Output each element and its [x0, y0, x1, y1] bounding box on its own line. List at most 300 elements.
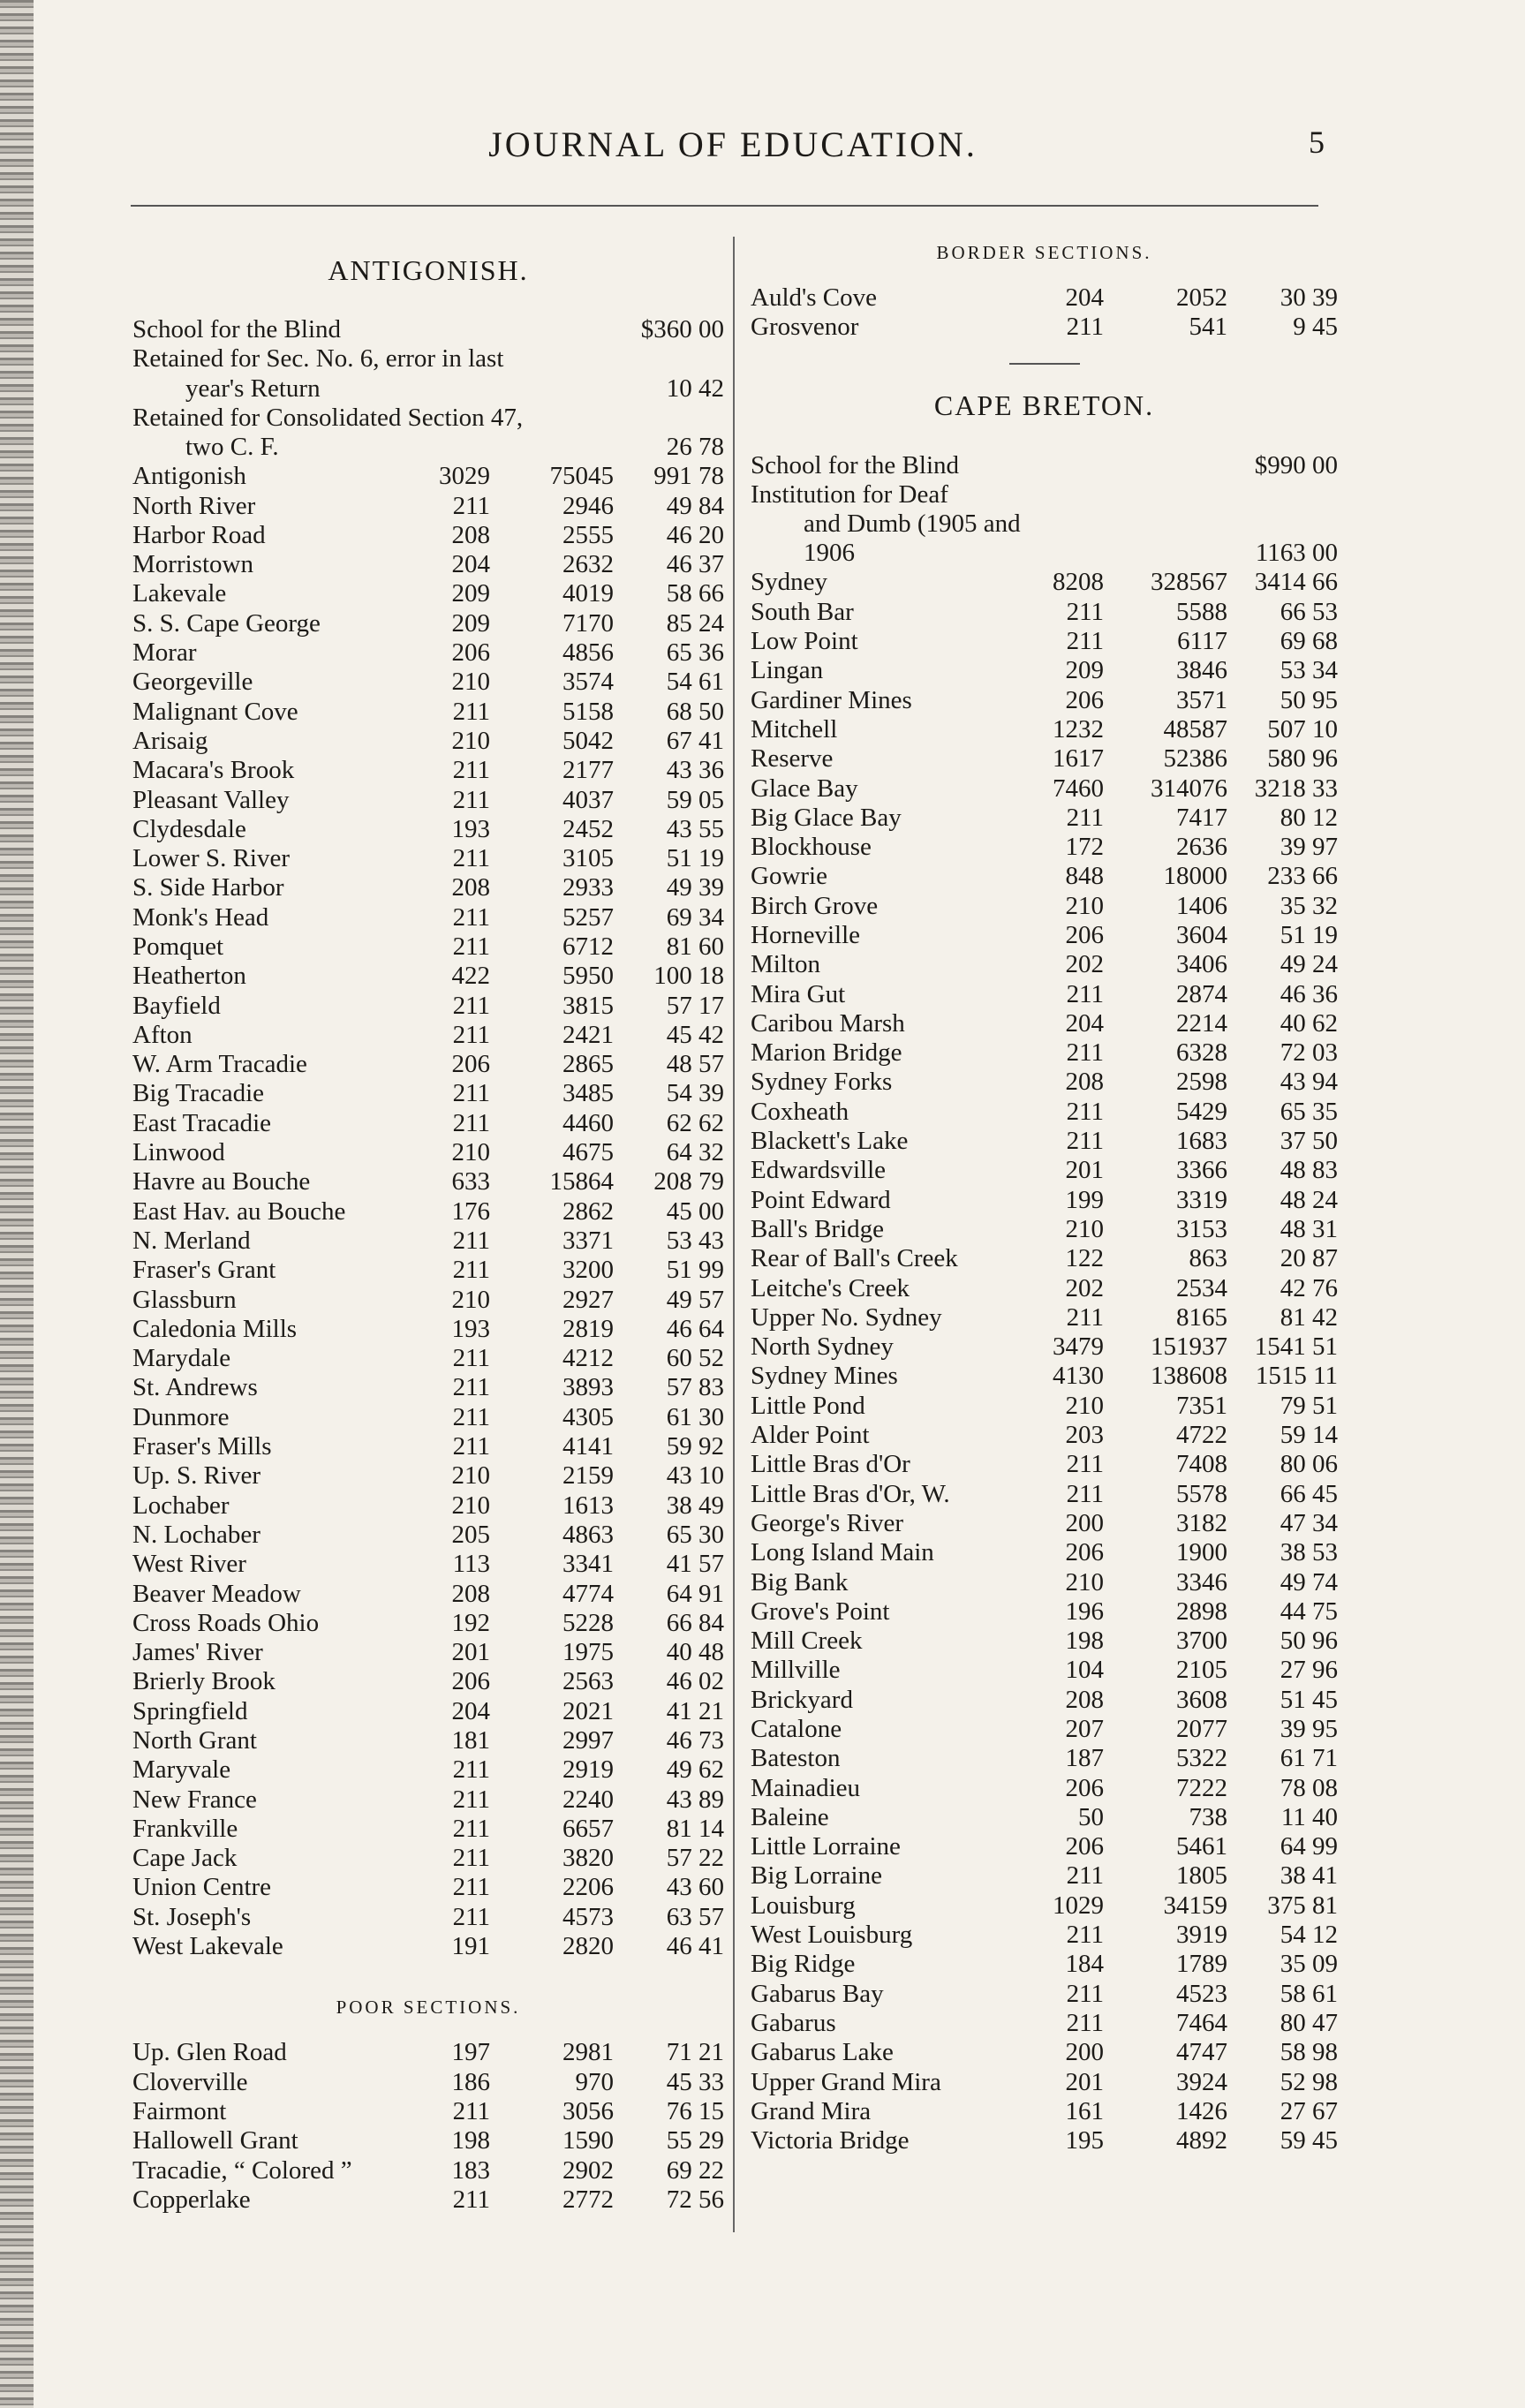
section-name: Gardiner Mines [751, 685, 912, 714]
attendance-value: 5578 [1176, 1479, 1227, 1508]
days-value: 3029 [439, 462, 490, 491]
border-sections-heading: BORDER SECTIONS. [936, 242, 1152, 263]
days-value: 210 [451, 1138, 490, 1167]
page-number: 5 [1309, 125, 1325, 160]
grant-amount: 65 35 [1280, 1097, 1338, 1126]
table-row [751, 1244, 1338, 1273]
days-value: 200 [1065, 1508, 1104, 1537]
days-value: 186 [451, 2067, 490, 2096]
section-name: Blockhouse [751, 833, 872, 862]
special-row [132, 404, 724, 433]
attendance-value: 2865 [562, 1050, 614, 1079]
attendance-value: 2981 [562, 2038, 614, 2067]
table-row [132, 1373, 724, 1402]
table-row [132, 1402, 724, 1431]
table-row [751, 2067, 1338, 2096]
days-value: 211 [452, 991, 490, 1020]
section-name: Grosvenor [751, 313, 859, 342]
days-value: 848 [1065, 862, 1104, 891]
grant-amount: 67 41 [666, 726, 724, 755]
attendance-value: 6657 [562, 1814, 614, 1843]
days-value: 208 [1065, 1068, 1104, 1097]
attendance-value: 7222 [1176, 1773, 1227, 1802]
table-row [751, 2126, 1338, 2155]
days-value: 211 [452, 932, 490, 961]
section-name: Sydney Forks [751, 1068, 893, 1097]
attendance-value: 7170 [562, 608, 614, 638]
grant-amount: 38 41 [1280, 1861, 1338, 1891]
grant-amount: 507 10 [1267, 714, 1338, 744]
section-name: Lakevale [132, 579, 227, 608]
table-row [132, 932, 724, 962]
entry-amount: $360 00 [640, 315, 724, 344]
table-row [751, 1803, 1338, 1832]
section-name: Catalone [751, 1715, 842, 1743]
days-value: 211 [1066, 1979, 1104, 2008]
attendance-value: 4305 [562, 1402, 614, 1431]
grant-amount: 991 78 [653, 462, 724, 491]
entry-name: Retained for Consolidated Section 47, [132, 403, 524, 432]
section-name: New France [132, 1785, 257, 1814]
table-row [751, 1538, 1338, 1567]
table-row [751, 1127, 1338, 1156]
section-name: Dunmore [132, 1402, 230, 1431]
grant-amount: 43 89 [666, 1785, 724, 1814]
days-value: 211 [1066, 2008, 1104, 2037]
days-value: 161 [1065, 2096, 1104, 2125]
table-row [751, 891, 1338, 920]
attendance-value: 1975 [562, 1638, 614, 1667]
table-row [132, 1167, 724, 1196]
days-value: 211 [1066, 627, 1104, 656]
section-name: West Louisburg [751, 1921, 913, 1950]
section-name: Glace Bay [751, 774, 858, 803]
days-value: 206 [1065, 1773, 1104, 1802]
days-value: 176 [451, 1196, 490, 1226]
section-name: Beaver Meadow [132, 1579, 301, 1608]
grant-amount: 35 09 [1280, 1950, 1338, 1979]
attendance-value: 2452 [562, 814, 614, 843]
attendance-value: 6328 [1176, 1038, 1227, 1068]
attendance-value: 3366 [1176, 1156, 1227, 1185]
attendance-value: 3919 [1176, 1921, 1227, 1950]
attendance-value: 3924 [1176, 2067, 1227, 2096]
table-row [751, 1685, 1338, 1714]
days-value: 208 [451, 1579, 490, 1608]
section-name: Leitche's Creek [751, 1273, 910, 1302]
days-value: 211 [1066, 1097, 1104, 1126]
days-value: 50 [1078, 1802, 1104, 1831]
antigonish-table [132, 462, 724, 1961]
days-value: 210 [1065, 1391, 1104, 1420]
grant-amount: 58 98 [1280, 2038, 1338, 2067]
table-row [132, 1902, 724, 1931]
grant-amount: 30 39 [1280, 283, 1338, 313]
attendance-value: 3182 [1176, 1508, 1227, 1537]
section-name: Coxheath [751, 1097, 849, 1126]
section-name: North Sydney [751, 1332, 894, 1362]
table-row [132, 1696, 724, 1725]
grant-amount: 43 60 [666, 1873, 724, 1902]
days-value: 206 [451, 1050, 490, 1079]
grant-amount: 72 56 [666, 2185, 724, 2214]
grant-amount: 71 21 [666, 2038, 724, 2067]
days-value: 210 [1065, 1214, 1104, 1243]
section-name: Maryvale [132, 1755, 231, 1785]
section-name: Frankville [132, 1814, 238, 1843]
entry-amount: 1163 00 [1255, 539, 1338, 568]
journal-title: JOURNAL OF EDUCATION. [488, 125, 978, 164]
table-row [751, 1421, 1338, 1450]
grant-amount: 35 32 [1280, 891, 1338, 920]
section-name: Upper Grand Mira [751, 2067, 941, 2096]
page-header [132, 124, 1325, 185]
attendance-value: 4856 [562, 638, 614, 668]
days-value: 201 [451, 1638, 490, 1667]
section-name: West River [132, 1550, 246, 1579]
left-column [132, 230, 724, 2215]
attendance-value: 7417 [1176, 803, 1227, 832]
attendance-value: 2021 [562, 1696, 614, 1725]
section-name: Little Pond [751, 1391, 865, 1420]
days-value: 211 [452, 1844, 490, 1873]
table-row [132, 1844, 724, 1873]
attendance-value: 2902 [562, 2155, 614, 2185]
attendance-value: 3056 [562, 2096, 614, 2125]
section-name: Antigonish [132, 462, 246, 491]
grant-amount: 37 50 [1280, 1127, 1338, 1156]
table-row [132, 2038, 724, 2067]
days-value: 211 [452, 1432, 490, 1461]
section-name: Horneville [751, 920, 861, 949]
table-row [751, 1450, 1338, 1479]
grant-amount: 1515 11 [1255, 1362, 1338, 1391]
attendance-value: 48587 [1163, 714, 1227, 744]
days-value: 193 [451, 1314, 490, 1343]
grant-amount: 46 36 [1280, 979, 1338, 1008]
attendance-value: 1805 [1176, 1861, 1227, 1891]
section-name: North River [132, 491, 256, 520]
section-name: N. Merland [132, 1226, 251, 1255]
section-name: Malignant Cove [132, 697, 298, 726]
attendance-value: 2632 [562, 550, 614, 579]
days-value: 7460 [1053, 774, 1104, 803]
days-value: 209 [451, 579, 490, 608]
grant-amount: 61 71 [1280, 1744, 1338, 1773]
grant-amount: 81 42 [1280, 1302, 1338, 1332]
poor-sections-table [132, 2038, 724, 2215]
grant-amount: 43 36 [666, 756, 724, 785]
attendance-value: 1426 [1176, 2096, 1227, 2125]
section-name: Mitchell [751, 714, 838, 744]
grant-amount: 50 95 [1280, 685, 1338, 714]
attendance-value: 4212 [562, 1344, 614, 1373]
grant-amount: 78 08 [1280, 1773, 1338, 1802]
attendance-value: 5588 [1176, 597, 1227, 626]
section-name: Gabarus Lake [751, 2038, 894, 2067]
days-value: 193 [451, 814, 490, 843]
section-name: Morar [132, 638, 197, 668]
attendance-value: 3820 [562, 1844, 614, 1873]
grant-amount: 59 45 [1280, 2126, 1338, 2155]
attendance-value: 314076 [1151, 774, 1227, 803]
grant-amount: 79 51 [1280, 1391, 1338, 1420]
days-value: 200 [1065, 2038, 1104, 2067]
section-name: S. S. Cape George [132, 608, 321, 638]
right-column [751, 230, 1338, 2155]
grant-amount: 51 99 [666, 1256, 724, 1285]
antigonish-special-list [132, 315, 724, 462]
section-name: Up. S. River [132, 1461, 260, 1491]
table-row [751, 1891, 1338, 1920]
table-row [751, 744, 1338, 774]
table-row [132, 2155, 724, 2185]
grant-amount: 46 37 [666, 550, 724, 579]
table-row [751, 1038, 1338, 1068]
section-name: Springfield [132, 1696, 248, 1725]
attendance-value: 2636 [1176, 833, 1227, 862]
days-value: 211 [1066, 1127, 1104, 1156]
grant-amount: 43 55 [666, 814, 724, 843]
table-row [132, 697, 724, 726]
section-name: Georgeville [132, 668, 253, 697]
section-name: George's River [751, 1508, 904, 1537]
table-row [751, 627, 1338, 656]
grant-amount: 64 99 [1280, 1832, 1338, 1861]
grant-amount: 62 62 [666, 1108, 724, 1137]
section-name: Low Point [751, 627, 858, 656]
days-value: 210 [1065, 891, 1104, 920]
section-name: Grove's Point [751, 1597, 890, 1626]
entry-name: two C. F. [185, 432, 279, 461]
section-name: Gowrie [751, 862, 827, 891]
table-row [132, 756, 724, 785]
attendance-value: 3341 [562, 1550, 614, 1579]
days-value: 211 [452, 1226, 490, 1255]
days-value: 201 [1065, 1156, 1104, 1185]
days-value: 211 [452, 1402, 490, 1431]
table-row [751, 2097, 1338, 2126]
days-value: 210 [451, 726, 490, 755]
table-row [751, 804, 1338, 833]
table-row [751, 833, 1338, 862]
table-row [751, 774, 1338, 803]
attendance-value: 2933 [562, 873, 614, 902]
grant-amount: 80 06 [1280, 1450, 1338, 1479]
section-name: Edwardsville [751, 1156, 887, 1185]
grant-amount: 51 19 [666, 844, 724, 873]
special-row [132, 344, 724, 374]
days-value: 211 [1066, 597, 1104, 626]
section-name: Heatherton [132, 962, 246, 991]
table-row [132, 2097, 724, 2126]
days-value: 206 [1065, 1538, 1104, 1567]
days-value: 1617 [1053, 744, 1104, 774]
header-rule [131, 205, 1318, 207]
table-row [751, 1627, 1338, 1656]
days-value: 184 [1065, 1950, 1104, 1979]
attendance-value: 7408 [1176, 1450, 1227, 1479]
section-name: Clydesdale [132, 814, 246, 843]
grant-amount: 41 57 [666, 1550, 724, 1579]
grant-amount: 27 96 [1280, 1656, 1338, 1685]
table-row [132, 1521, 724, 1550]
days-value: 198 [1065, 1627, 1104, 1656]
grant-amount: 51 19 [1280, 920, 1338, 949]
section-name: Copperlake [132, 2185, 251, 2214]
attendance-value: 4019 [562, 579, 614, 608]
table-row [751, 1744, 1338, 1773]
table-row [751, 1567, 1338, 1597]
section-rule [1009, 363, 1080, 365]
days-value: 211 [1066, 1038, 1104, 1068]
grant-amount: 43 94 [1280, 1068, 1338, 1097]
table-row [132, 2067, 724, 2096]
grant-amount: 46 20 [666, 520, 724, 549]
attendance-value: 2052 [1176, 283, 1227, 313]
section-name: Fraser's Mills [132, 1432, 272, 1461]
table-row [132, 638, 724, 668]
attendance-value: 3485 [562, 1079, 614, 1108]
attendance-value: 151937 [1151, 1332, 1227, 1362]
table-row [132, 962, 724, 991]
attendance-value: 8165 [1176, 1302, 1227, 1332]
table-row [132, 844, 724, 873]
section-name: Caledonia Mills [132, 1314, 298, 1343]
grant-amount: 38 53 [1280, 1538, 1338, 1567]
days-value: 211 [452, 1873, 490, 1902]
table-row [132, 2185, 724, 2215]
section-name: Baleine [751, 1802, 829, 1831]
days-value: 211 [452, 491, 490, 520]
attendance-value: 5322 [1176, 1744, 1227, 1773]
days-value: 201 [1065, 2067, 1104, 2096]
section-name: Bateston [751, 1744, 841, 1773]
table-row [132, 1726, 724, 1755]
attendance-value: 328567 [1151, 568, 1227, 597]
cape-breton-table [751, 568, 1338, 2155]
section-name: Little Lorraine [751, 1832, 901, 1861]
attendance-value: 1683 [1176, 1127, 1227, 1156]
section-name: Lingan [751, 656, 824, 685]
section-name: Big Glace Bay [751, 803, 902, 832]
grant-amount: 69 22 [666, 2155, 724, 2185]
section-name: Cloverville [132, 2067, 248, 2096]
table-row [132, 491, 724, 520]
days-value: 211 [1066, 1302, 1104, 1332]
days-value: 4130 [1053, 1362, 1104, 1391]
table-row [132, 873, 724, 902]
attendance-value: 4460 [562, 1108, 614, 1137]
column-divider [733, 237, 735, 2232]
table-row [751, 1479, 1338, 1508]
grant-amount: 9 45 [1293, 313, 1338, 342]
section-name: S. Side Harbor [132, 873, 284, 902]
grant-amount: 38 49 [666, 1491, 724, 1520]
cape-breton-special-list [751, 450, 1338, 568]
grant-amount: 81 14 [666, 1814, 724, 1843]
days-value: 3479 [1053, 1332, 1104, 1362]
table-row [132, 550, 724, 579]
grant-amount: 66 53 [1280, 597, 1338, 626]
attendance-value: 7464 [1176, 2008, 1227, 2037]
table-row [132, 1079, 724, 1108]
table-row [751, 1332, 1338, 1362]
grant-amount: 64 91 [666, 1579, 724, 1608]
grant-amount: 39 97 [1280, 833, 1338, 862]
grant-amount: 54 39 [666, 1079, 724, 1108]
attendance-value: 2874 [1176, 979, 1227, 1008]
section-name: Big Ridge [751, 1950, 856, 1979]
days-value: 211 [452, 756, 490, 785]
section-name: Upper No. Sydney [751, 1302, 942, 1332]
section-name: Long Island Main [751, 1538, 934, 1567]
table-row [751, 656, 1338, 685]
attendance-value: 5228 [562, 1608, 614, 1637]
days-value: 211 [452, 1755, 490, 1785]
section-name: Mill Creek [751, 1627, 863, 1656]
section-name: South Bar [751, 597, 854, 626]
table-row [751, 1156, 1338, 1185]
section-name: Glassburn [132, 1285, 237, 1314]
grant-amount: 49 57 [666, 1285, 724, 1314]
section-name: Victoria Bridge [751, 2126, 910, 2155]
attendance-value: 1613 [562, 1491, 614, 1520]
section-name: Macara's Brook [132, 756, 295, 785]
grant-amount: 46 64 [666, 1314, 724, 1343]
table-row [132, 1461, 724, 1491]
table-row [751, 1185, 1338, 1214]
days-value: 210 [451, 1491, 490, 1520]
days-value: 211 [452, 697, 490, 726]
section-name: Alder Point [751, 1421, 870, 1450]
days-value: 204 [1065, 283, 1104, 313]
attendance-value: 2862 [562, 1196, 614, 1226]
attendance-value: 138608 [1151, 1362, 1227, 1391]
attendance-value: 2946 [562, 491, 614, 520]
table-row [132, 1550, 724, 1579]
attendance-value: 2105 [1176, 1656, 1227, 1685]
table-row [132, 1491, 724, 1520]
table-row [132, 785, 724, 814]
attendance-value: 18000 [1163, 862, 1227, 891]
section-name: Fairmont [132, 2096, 227, 2125]
attendance-value: 2177 [562, 756, 614, 785]
grant-amount: 44 75 [1280, 1597, 1338, 1626]
section-name: Harbor Road [132, 520, 266, 549]
attendance-value: 3846 [1176, 656, 1227, 685]
grant-amount: 50 96 [1280, 1627, 1338, 1656]
days-value: 211 [452, 844, 490, 873]
attendance-value: 2159 [562, 1461, 614, 1491]
grant-amount: 80 47 [1280, 2008, 1338, 2037]
special-row [132, 315, 724, 344]
table-row [132, 579, 724, 608]
days-value: 197 [451, 2038, 490, 2067]
section-name: Reserve [751, 744, 834, 774]
entry-amount: 10 42 [666, 374, 724, 403]
grant-amount: 11 40 [1280, 1802, 1338, 1831]
attendance-value: 5257 [562, 902, 614, 932]
days-value: 192 [451, 1608, 490, 1637]
grant-amount: 72 03 [1280, 1038, 1338, 1068]
table-row [751, 1950, 1338, 1979]
table-row [751, 2009, 1338, 2038]
grant-amount: 65 30 [666, 1520, 724, 1549]
grant-amount: 52 98 [1280, 2067, 1338, 2096]
table-row [751, 950, 1338, 979]
section-name: Cross Roads Ohio [132, 1608, 320, 1637]
